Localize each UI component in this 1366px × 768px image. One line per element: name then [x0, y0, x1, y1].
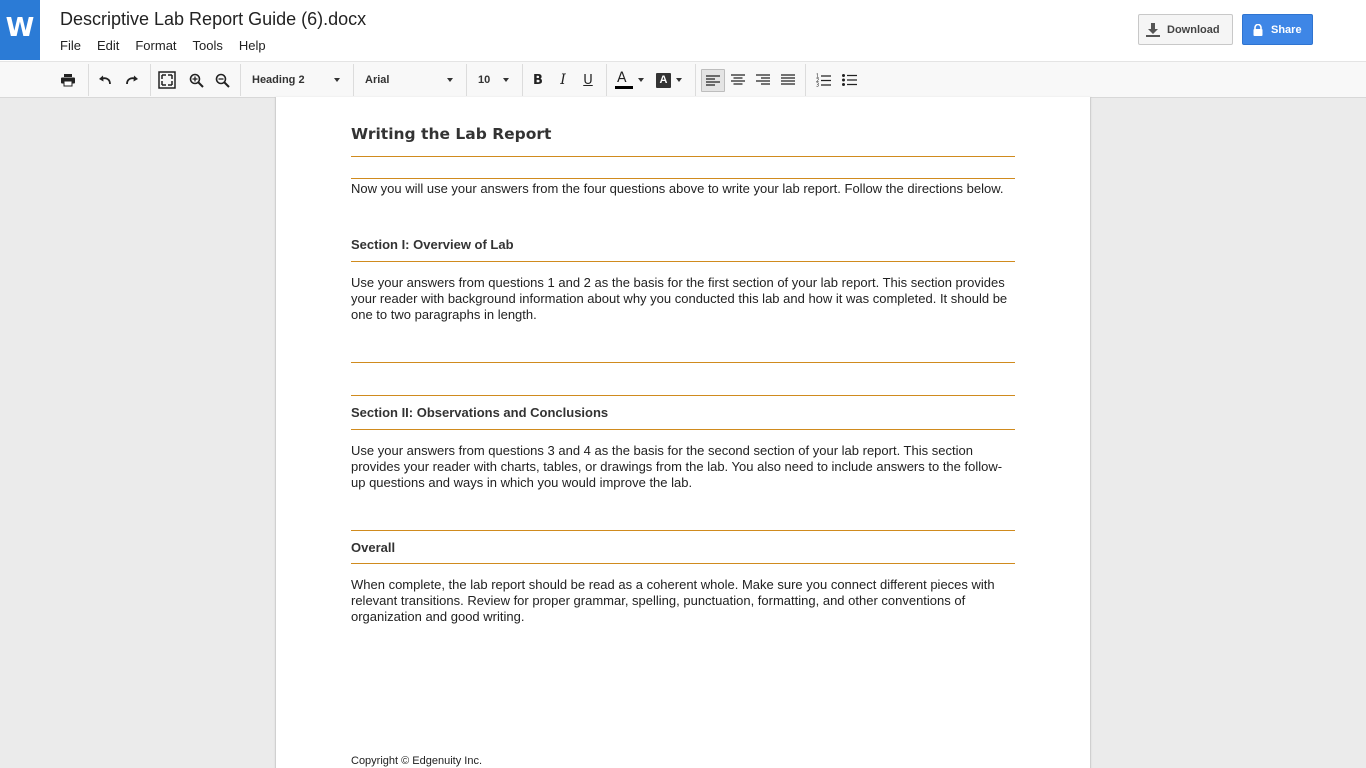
paragraph-line: up questions and ways in which you would improve the lab.	[351, 475, 693, 490]
numbered-list-icon	[816, 73, 831, 87]
section-heading: Overall	[351, 540, 396, 555]
document-heading: Writing the Lab Report	[351, 125, 552, 143]
divider	[351, 261, 1015, 262]
menu-format[interactable]: Format	[135, 38, 177, 53]
zoom-out-icon	[215, 73, 230, 88]
svg-text:1: 1	[815, 73, 819, 80]
chevron-down-icon	[503, 78, 509, 82]
paragraph-line: When complete, the lab report should be read as a coherent whole. Make sure you connect different pieces with	[351, 577, 995, 592]
redo-icon	[125, 74, 139, 86]
menu-edit[interactable]: Edit	[96, 38, 120, 53]
svg-text:3: 3	[815, 82, 819, 87]
document-page	[275, 97, 1091, 768]
document-title: Descriptive Lab Report Guide (6).docx	[60, 9, 367, 29]
text-color-button[interactable]	[612, 62, 646, 98]
divider	[351, 156, 1015, 157]
paragraph-line: provides your reader with charts, tables, or drawings from the lab. You also need to include answers to the follow-	[351, 459, 1003, 474]
menu-tools[interactable]: Tools	[192, 38, 223, 53]
copyright-footer: Copyright © Edgenuity Inc.	[351, 755, 483, 767]
paragraph-line: one to two paragraphs in length.	[351, 307, 537, 322]
lock-icon	[1253, 24, 1263, 36]
align-left-icon	[706, 75, 720, 87]
intro-paragraph: Now you will use your answers from the four questions above to write your lab report. Follow the directions below.	[351, 181, 1004, 196]
undo-icon	[98, 74, 112, 86]
section-paragraph	[351, 577, 1019, 625]
italic-button[interactable]: I	[560, 72, 566, 88]
text-color-icon	[614, 69, 634, 91]
menu-file[interactable]: File	[60, 38, 81, 53]
paragraph-style-dropdown[interactable]	[252, 70, 344, 90]
download-icon	[1145, 22, 1161, 38]
chevron-down-icon	[447, 78, 453, 82]
bulleted-list-icon	[842, 73, 857, 87]
menu-help[interactable]: Help	[238, 38, 266, 53]
section-heading: Section I: Overview of Lab	[351, 237, 514, 252]
bulleted-list-button[interactable]	[839, 62, 859, 98]
font-family-value: Arial	[365, 74, 390, 86]
paragraph-line: your reader with background information about why you conducted this lab and how it was completed. It should be	[351, 291, 1008, 306]
align-center-button[interactable]	[728, 62, 748, 98]
section-heading: Section II: Observations and Conclusions	[351, 405, 609, 420]
paragraph-line: Use your answers from questions 3 and 4 as the basis for the second section of your lab report. This section	[351, 443, 973, 458]
text-color-glyph: A	[617, 70, 627, 86]
menu-bar	[52, 37, 274, 55]
paragraph-style-value: Heading 2	[252, 74, 305, 86]
divider	[351, 178, 1015, 179]
zoom-in-button[interactable]	[185, 62, 207, 98]
print-button[interactable]	[57, 62, 79, 98]
share-label: Share	[1271, 23, 1302, 36]
zoom-out-button[interactable]	[211, 62, 233, 98]
section-paragraph	[351, 443, 1019, 491]
paragraph-line: organization and good writing.	[351, 609, 525, 624]
font-family-dropdown[interactable]	[365, 70, 455, 90]
highlight-icon: A	[656, 73, 671, 88]
divider	[351, 362, 1015, 363]
print-icon	[61, 73, 75, 87]
numbered-list-button[interactable]	[813, 62, 833, 98]
divider	[351, 563, 1015, 564]
font-size-dropdown[interactable]	[478, 70, 512, 90]
download-button[interactable]	[1138, 14, 1233, 45]
divider	[351, 395, 1015, 396]
app-logo[interactable]: W	[0, 0, 40, 60]
app-header	[0, 0, 1366, 62]
align-center-icon	[731, 74, 745, 86]
paragraph-line: Use your answers from questions 1 and 2 as the basis for the first section of your lab report. This section provides	[351, 275, 1005, 290]
align-justify-icon	[781, 74, 795, 86]
zoom-in-icon	[189, 73, 204, 88]
section-paragraph	[351, 275, 1019, 323]
chevron-down-icon	[334, 78, 340, 82]
fit-to-page-icon	[158, 71, 176, 89]
divider	[351, 429, 1015, 430]
bold-button[interactable]: B	[533, 72, 543, 88]
divider	[351, 530, 1015, 531]
chevron-down-icon	[638, 78, 644, 82]
font-size-value: 10	[478, 74, 491, 86]
underline-button[interactable]: U	[583, 72, 593, 88]
align-left-button[interactable]	[701, 69, 725, 92]
share-button[interactable]	[1242, 14, 1313, 45]
formatting-toolbar	[0, 62, 1366, 98]
fit-page-button[interactable]	[156, 62, 178, 98]
redo-button[interactable]	[121, 62, 143, 98]
align-right-icon	[756, 74, 770, 86]
svg-text:2: 2	[815, 78, 819, 84]
justify-button[interactable]	[778, 62, 798, 98]
paragraph-line: relevant transitions. Review for proper grammar, spelling, punctuation, formatting, and other conventions of	[351, 593, 966, 608]
chevron-down-icon	[676, 78, 682, 82]
download-label: Download	[1167, 23, 1220, 36]
undo-button[interactable]	[94, 62, 116, 98]
align-right-button[interactable]	[753, 62, 773, 98]
highlight-color-button[interactable]	[651, 62, 687, 98]
text-color-swatch	[615, 86, 633, 89]
